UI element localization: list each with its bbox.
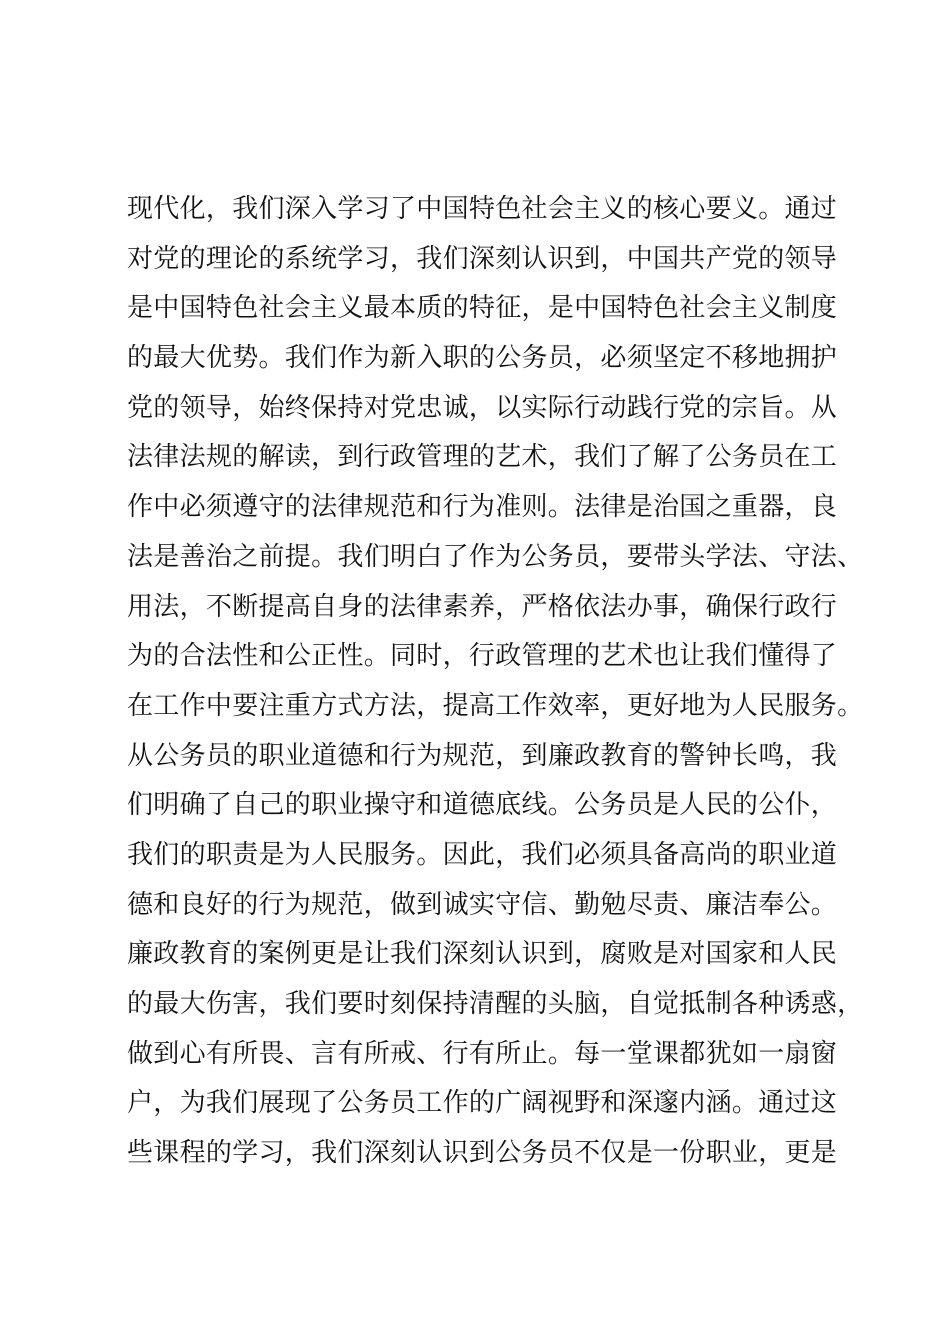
text-line: 们明确了自己的职业操守和道德底线。公务员是人民的公仆， xyxy=(127,790,838,821)
body-paragraph xyxy=(127,185,867,1179)
text-line: 我们的职责是为人民服务。因此，我们必须具备高尚的职业道 xyxy=(127,839,838,870)
text-line: 法是善治之前提。我们明白了作为公务员，要带头学法、守法、 xyxy=(127,541,864,572)
text-line: 用法，不断提高自身的法律素养，严格依法办事，确保行政行 xyxy=(127,591,838,622)
text-line: 党的领导，始终保持对党忠诚，以实际行动践行党的宗旨。从 xyxy=(127,392,838,423)
text-line: 法律法规的解读，到行政管理的艺术，我们了解了公务员在工 xyxy=(127,442,838,473)
text-line: 是中国特色社会主义最本质的特征，是中国特色社会主义制度 xyxy=(127,293,838,324)
text-line: 为的合法性和公正性。同时，行政管理的艺术也让我们懂得了 xyxy=(127,641,838,672)
text-line: 在工作中要注重方式方法，提高工作效率，更好地为人民服务。 xyxy=(127,690,864,721)
text-line: 对党的理论的系统学习，我们深刻认识到，中国共产党的领导 xyxy=(127,243,838,274)
text-line: 做到心有所畏、言有所戒、行有所止。每一堂课都犹如一扇窗 xyxy=(127,1038,838,1069)
text-line: 现代化，我们深入学习了中国特色社会主义的核心要义。通过 xyxy=(127,194,838,224)
text-line: 德和良好的行为规范，做到诚实守信、勤勉尽责、廉洁奉公。 xyxy=(127,889,838,920)
text-line: 户，为我们展现了公务员工作的广阔视野和深邃内涵。通过这 xyxy=(127,1088,838,1119)
text-line: 廉政教育的案例更是让我们深刻认识到，腐败是对国家和人民 xyxy=(127,939,838,970)
text-line: 作中必须遵守的法律规范和行为准则。法律是治国之重器，良 xyxy=(127,492,838,523)
text-line: 些课程的学习，我们深刻认识到公务员不仅是一份职业，更是 xyxy=(127,1138,838,1169)
text-line: 从公务员的职业道德和行为规范，到廉政教育的警钟长鸣，我 xyxy=(127,740,838,771)
text-line: 的最大优势。我们作为新入职的公务员，必须坚定不移地拥护 xyxy=(127,343,838,374)
text-line: 的最大伤害，我们要时刻保持清醒的头脑，自觉抵制各种诱惑， xyxy=(127,989,864,1019)
